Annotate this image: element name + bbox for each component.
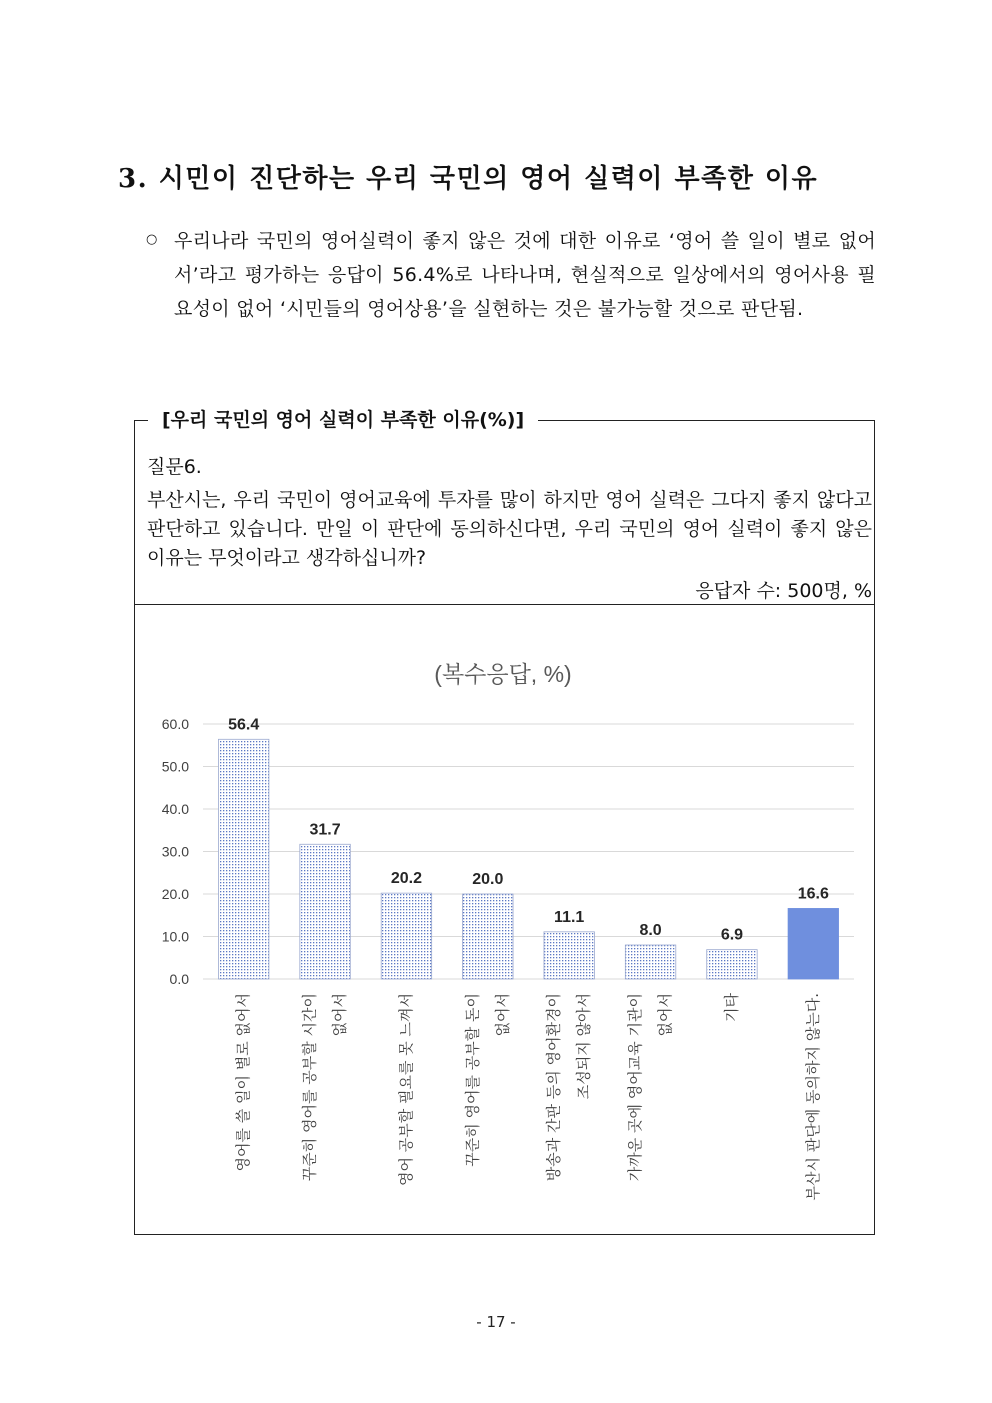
data-label: 20.2 bbox=[390, 870, 423, 888]
x-tick-label: 가까운 곳에 영어교육 기관이 bbox=[626, 993, 645, 1182]
box-header: [우리 국민의 영어 실력이 부족한 이유(%)] bbox=[148, 405, 538, 432]
data-label: 56.4 bbox=[228, 716, 260, 734]
x-tick-label: 방송과 간판 등의 영어환경이 bbox=[544, 993, 563, 1182]
y-tick-label: 10.0 bbox=[161, 928, 189, 945]
x-tick-label: 없어서 bbox=[656, 993, 675, 1037]
bar bbox=[544, 932, 594, 979]
bar-chart bbox=[136, 606, 874, 1234]
x-tick-label: 영어 공부할 필요를 못 느껴서 bbox=[396, 993, 415, 1186]
data-label: 16.6 bbox=[797, 885, 829, 903]
x-tick-label: 꾸준히 영어를 공부할 시간이 bbox=[300, 993, 319, 1182]
summary-paragraph: 우리나라 국민의 영어실력이 좋지 않은 것에 대한 이유로 ‘영어 쓸 일이 별로 없어서’라고 평가하는 응답이 56.4%로 나타나며, 현실적으로 일상에서의 영어사용 필요성이 없어 ‘시민들의 영어상용’을 실현하는 것은 불가능할 것으로 판단됨. bbox=[174, 230, 876, 320]
page-number: - 17 - bbox=[476, 1313, 516, 1331]
data-label: 20.0 bbox=[472, 871, 504, 888]
bar bbox=[625, 945, 675, 979]
bar bbox=[463, 894, 513, 979]
bar bbox=[381, 893, 431, 979]
bar bbox=[300, 844, 350, 979]
respondent-count: 응답자 수: 500명, % bbox=[695, 580, 872, 602]
data-label: 6.9 bbox=[720, 926, 744, 944]
y-tick-label: 20.0 bbox=[161, 886, 189, 902]
bar bbox=[218, 739, 268, 979]
data-label: 8.0 bbox=[639, 922, 662, 939]
bullet-circle: ○ bbox=[146, 232, 158, 247]
y-tick-label: 40.0 bbox=[161, 801, 189, 817]
data-label: 31.7 bbox=[309, 821, 341, 839]
section-title: 3. 시민이 진단하는 우리 국민의 영어 실력이 부족한 이유 bbox=[118, 164, 819, 194]
chart-title: (복수응답, %) bbox=[434, 661, 572, 687]
y-tick-label: 0.0 bbox=[169, 971, 189, 987]
y-tick-label: 50.0 bbox=[161, 758, 189, 775]
question-label: 질문6. bbox=[147, 456, 202, 478]
bar bbox=[707, 950, 757, 979]
box-divider bbox=[134, 604, 875, 605]
x-tick-label: 기타 bbox=[722, 993, 741, 1022]
y-tick-label: 60.0 bbox=[161, 716, 189, 732]
x-tick-label: 없어서 bbox=[330, 993, 349, 1037]
question-text: 부산시는, 우리 국민이 영어교육에 투자를 많이 하지만 영어 실력은 그다지 좋지 않다고 판단하고 있습니다. 만일 이 판단에 동의하신다면, 우리 국민의 영어 실력이 좋지 않은 이유는 무엇이라고 생각하십니까? bbox=[147, 489, 872, 569]
y-tick-label: 30.0 bbox=[161, 843, 189, 860]
x-tick-label: 조성되지 않아서 bbox=[574, 993, 593, 1100]
bar bbox=[788, 908, 838, 979]
x-tick-label: 부산시 판단에 동의하지 않는다. bbox=[803, 993, 822, 1201]
data-label: 11.1 bbox=[554, 908, 585, 926]
x-tick-label: 없어서 bbox=[493, 993, 512, 1037]
x-tick-label: 영어를 쓸 일이 별로 없어서 bbox=[234, 993, 253, 1172]
x-tick-label: 꾸준히 영어를 공부할 돈이 bbox=[463, 993, 482, 1167]
